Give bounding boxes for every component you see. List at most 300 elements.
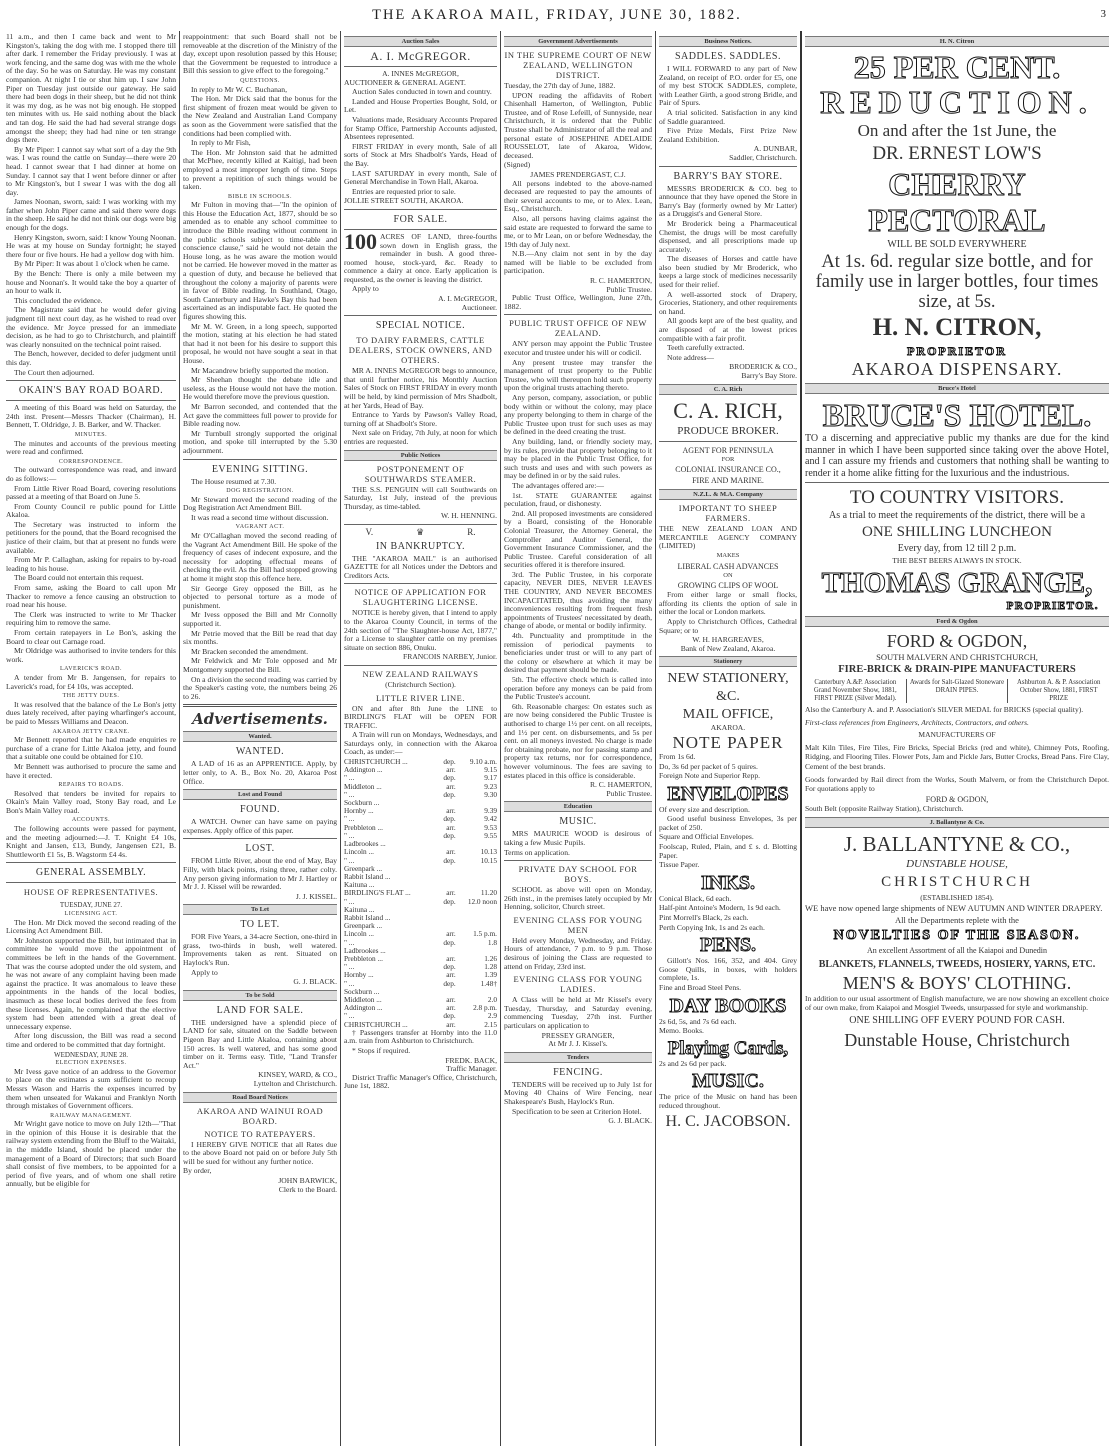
- category-tag: To be Sold: [183, 990, 337, 1001]
- award-3: Ashburton A. & P. Association October Show, 1881, FIRST PRIZE: [1016, 679, 1101, 702]
- arr-dep-cell: [438, 914, 455, 922]
- category-tag: Lost and Found: [183, 789, 337, 800]
- arr-dep-cell: dep.: [443, 773, 456, 783]
- article-text: In reply to Mr Fish,: [191, 138, 251, 148]
- station-cell: " ...: [344, 814, 355, 824]
- column-rule: [340, 31, 341, 1446]
- time-cell: 12.0 noon: [467, 896, 497, 906]
- station-cell: Ladbrookes ...: [344, 839, 386, 849]
- article-text: After long discussion, the Bill was read a second time and ordered to be committed that day fortnight.: [6, 1031, 176, 1049]
- subheading: RAILWAY MANAGEMENT.: [50, 1112, 132, 1119]
- ad-text: The diseases of Horses and cattle have also been studied by Mr Broderick, who keeps a large stock of medicines necessarily used for their relief.: [659, 254, 797, 290]
- ad-heading: H. C. JACOBSON.: [665, 1112, 791, 1130]
- subheading: VAGRANT ACT.: [235, 524, 285, 531]
- time-cell: 9.15: [484, 765, 497, 775]
- signature: Traffic Manager.: [445, 1064, 497, 1074]
- ad-heading: LIBERAL CASH ADVANCES: [677, 561, 779, 571]
- ad-heading: IN BANKRUPTCY.: [375, 540, 466, 552]
- ad-text: Public Trust Office, Wellington, June 27th, 1882.: [504, 293, 652, 311]
- column-rule: [800, 31, 802, 1446]
- ad-text: 5th. The effective check which is called into operation before any moneys can be paid from the Public Trustee's account.: [504, 675, 652, 702]
- arr-dep-cell: arr.: [446, 929, 456, 939]
- ad-text: 2nd. All proposed investments are considered by a Board, consisting of the Honorable Colonial Treasurer, the Attorney General, the Comptroller and Auditor General, the Government Insurance Commissioner, and the Public Trustee. Careful consideration of all securities offered it is therefore insured.: [504, 508, 652, 570]
- ad-text: N.B.—Any claim not sent in by the day named will be liable to be excluded from participation.: [504, 249, 652, 276]
- timetable-row: [344, 848, 497, 856]
- divider: [183, 459, 337, 460]
- station-cell: Sockburn ...: [344, 986, 380, 996]
- ad-heading: ONE SHILLING OFF EVERY POUND FOR CASH.: [849, 1014, 1065, 1026]
- subheading: LAVERICK'S ROAD.: [60, 666, 122, 673]
- ad-text: Perth Copying Ink, 1s and 2s each.: [659, 922, 765, 932]
- ad-heading: J. BALLANTYNE & CO.,: [843, 831, 1071, 856]
- ad-heading: PROPRIETOR: [907, 344, 1007, 358]
- ad-heading: PRODUCE BROKER.: [677, 424, 779, 437]
- article-text: From same, asking the Board to call upon Mr Thacker to remove a fence causing an obstruction to road near his house.: [6, 583, 176, 610]
- station-cell: " ...: [344, 855, 355, 865]
- ad-text: Do, 3s 6d per packet of 5 quires.: [659, 761, 758, 771]
- time-cell: 9.23: [484, 781, 497, 791]
- ad-text: Any present trustee may transfer the management of trust property to the Public Trustee, who will thereupon hold such property upon the original trusts attaching thereto.: [504, 357, 652, 393]
- article-text: A tender from Mr B. Jangensen, for repairs to Laverick's road, for £4 10s, was accepted.: [6, 672, 176, 691]
- category-tag: Stationery: [659, 656, 797, 667]
- ad-heading: MAIL OFFICE,: [682, 707, 774, 723]
- time-cell: [456, 906, 497, 914]
- time-cell: 10.13: [480, 847, 497, 857]
- arr-dep-cell: arr.: [446, 953, 456, 963]
- ad-text: LAST SATURDAY in every month, Sale of General Merchandise in Town Hall, Akaroa.: [344, 168, 497, 187]
- time-cell: 9.39: [484, 806, 497, 816]
- ad-text: All persons indebted to the above-named deceased are requested to pay the amounts of their several accounts to me, or to Alex. Lean, Esq., Christchurch.: [504, 178, 652, 214]
- subheading: ELECTION EXPENSES.: [55, 1060, 127, 1067]
- category-tag: To Let: [183, 904, 337, 915]
- ad-text: Apply to: [352, 284, 379, 294]
- column-1: [6, 33, 176, 1444]
- arr-dep-cell: arr.: [446, 822, 456, 832]
- time-cell: 2.0: [487, 994, 497, 1004]
- station-cell: Kaituna ...: [344, 904, 375, 914]
- ad-heading: DR. ERNEST LOW'S: [872, 143, 1042, 164]
- time-cell: 10.15: [480, 855, 497, 865]
- ad-text: 2s and 2s 6d per pack.: [659, 1058, 727, 1068]
- article-text: Henry Kingston, sworn, said: I know Young Noonan. He was at my house on Sunday fortnight; he stayed there four or five hours. He had a yellow dog with him.: [6, 232, 176, 259]
- advertisements-heading: Advertisements.: [192, 710, 328, 729]
- signature: KINSEY, WARD, & CO.,: [258, 1070, 337, 1080]
- divider: [344, 524, 497, 525]
- ad-text: MESSRS BRODERICK & CO. beg to announce that they have opened the Store in Barry's Bay (formerly owned by Mr Latter) as a Druggist's and General Store.: [659, 183, 797, 219]
- article-text: Mr Feldwick and Mr Tole opposed and Mr Montgomery supported the Bill.: [183, 656, 337, 674]
- article-text: Mr Fulton in moving that—"In the opinion of this House the Education Act, 1877, should be so amended as to enable any school committee to introduce the Bible reading without comment in the public schools subject to time-table and conscience clause," said he would not detain the House long, as he was aware the motion would not be carried. He however moved in the matter as a question of duty, and because he believed that throughout the colony a majority of parents were in favor of Bible reading. In Southland, Otago, South Canterbury and Hawke's Bay this had been ascertained as an indisputable fact. He quoted the figures showing this.: [183, 200, 337, 321]
- ad-text: All goods kept are of the best quality, and are disposed of at the lowest prices compatible with a fair profit.: [659, 316, 797, 343]
- ad-text: Entrance to Yards by Pawson's Valley Road, turning off at Shadbolt's Store.: [344, 410, 497, 428]
- ad-text: SOUTH MALVERN AND CHRISTCHURCH,: [876, 652, 1038, 662]
- arr-dep-cell: arr.: [446, 781, 456, 791]
- article-text: Mr Steward moved the second reading of the Dog Registration Act Amendment Bill.: [183, 494, 337, 513]
- masthead-title: THE AKAROA MAIL, FRIDAY, JUNE 30, 1882.: [372, 7, 742, 23]
- ad-heading: IMPORTANT TO SHEEP FARMERS.: [678, 503, 778, 524]
- ad-heading: H. N. CITRON,: [872, 314, 1042, 341]
- article-text: From certain ratepayers in Le Bon's, asking the Board to clear out Carnage road.: [6, 628, 176, 646]
- emblem-r: R.: [467, 526, 476, 537]
- signature: PRESSEY GRANGER,: [541, 1030, 615, 1040]
- article-text: In reply to Mr W. C. Buchanan,: [191, 84, 287, 94]
- ad-heading: TO COUNTRY VISITORS.: [849, 487, 1065, 508]
- ad-text: By order,: [183, 1166, 212, 1176]
- page-number: 3: [1100, 8, 1106, 20]
- crown-icon: ♛: [416, 526, 425, 537]
- subheading: CORRESPONDENCE.: [58, 458, 124, 465]
- station-cell: Sockburn ...: [344, 798, 380, 808]
- ad-text: Any person, company, association, or public body within or without the colony, may place any property belonging to them in charge of the Public Trustee upon trust for such uses as may be defined in the deed creating the trust.: [504, 393, 652, 437]
- article-text: By the Bench: There is only a mile between my house and Noonan's. It would take the boy a quarter of an hour to walk it.: [6, 269, 176, 296]
- station-cell: Middleton ...: [344, 781, 382, 791]
- ad-heading: ENVELOPES: [667, 782, 789, 805]
- time-cell: 2.8 p.m.: [473, 1003, 497, 1013]
- article-text: From County Council re public pound for Little Akaloa.: [6, 501, 176, 520]
- ad-text: ANY person may appoint the Public Trustee executor and trustee under his will or codicil.: [504, 339, 652, 358]
- ad-heading: PUBLIC TRUST OFFICE OF NEW ZEALAND.: [509, 318, 647, 339]
- column-3: [344, 33, 497, 1444]
- station-cell: " ...: [344, 1011, 355, 1021]
- station-cell: Prebbleton ...: [344, 822, 383, 832]
- station-cell: Hornby ...: [344, 806, 374, 816]
- ad-heading: ONE SHILLING LUNCHEON: [862, 524, 1052, 540]
- article-text: Mr Bennett reported that he had made enquiries re purchase of a crane for Little Akaloa jetty, and found that a suitable one could be obtained for £10.: [6, 735, 176, 762]
- ad-text: Also, all persons having claims against the said estate are requested to forward the same to me, or to Mr Lean, on or before Wednesday, the 19th day of July next.: [504, 213, 652, 249]
- article-text: Mr M. W. Green, in a long speech, supported the motion, stating at his election he had stated that had it not been for his desire to support this proposal, he would not have sought a seat in that House.: [183, 321, 337, 365]
- divider: [805, 482, 1109, 483]
- station-cell: Addington ...: [344, 1003, 383, 1013]
- time-cell: 2.15: [484, 1019, 497, 1029]
- station-cell: " ...: [344, 962, 355, 972]
- ad-heading: FORD & OGDON,: [886, 631, 1028, 651]
- ad-text: The price of the Music on hand has been reduced throughout.: [659, 1092, 797, 1110]
- section-heading: HOUSE OF REPRESENTATIVES.: [23, 887, 159, 898]
- ad-heading: BARRY'S BAY STORE.: [673, 170, 783, 182]
- station-cell: Middleton ...: [344, 994, 382, 1004]
- ad-text: Any building, land, or friendly society may, by its rules, provide that property belonging to it may be placed in the Public Trust Office, for such trusts and uses and with such powers as may be defined in or by the said rules.: [504, 436, 652, 481]
- signature: W. H. HENNING.: [440, 511, 497, 521]
- ad-heading: DAY BOOKS: [669, 994, 787, 1017]
- railway-timetable: [344, 758, 497, 1029]
- station-cell: Addington ...: [344, 765, 383, 775]
- signature: R. C. HAMERTON,: [589, 780, 652, 790]
- ad-text: Every day, from 12 till 2 p.m.: [897, 543, 1017, 554]
- subheading: QUESTIONS.: [240, 77, 280, 84]
- arr-dep-cell: dep.: [443, 814, 456, 824]
- station-cell: Kaituna ...: [344, 880, 375, 890]
- ad-heading: TO LET.: [240, 919, 280, 931]
- article-text: The following accounts were passed for payment, and the meeting adjourned:—J. T. Knight £4 10s, Knight and Jansen, £13, Bundy, Jangensen £21, B. Shuttleworth £1 5s, B. Wagstorm £4 4s.: [6, 824, 176, 859]
- signature: FORD & OGDON,: [925, 794, 989, 804]
- column-2: [183, 33, 337, 1444]
- ad-heading: FENCING.: [553, 1066, 603, 1078]
- article-text: Mr Wright gave notice to move on July 12th—"That in the opinion of this House it is desirable that the railway system extending from the Bluff to the Waitaki, in the middle Island, should be placed under the management of a Board of Directors; that such Board shall consist of five members, to be appointed for a period of five years, and of whom one shall retire annually, but be eligible for: [6, 1119, 176, 1189]
- divider: [183, 704, 337, 707]
- arr-dep-cell: dep.: [443, 830, 456, 840]
- ad-text: The advantages offered are:—: [512, 480, 604, 490]
- ad-text: Fine and Broad Steel Pens.: [659, 983, 742, 992]
- ad-text: Conical Black, 6d each.: [659, 893, 732, 903]
- ad-text: Note address—: [667, 352, 715, 362]
- arr-dep-cell: dep.: [443, 937, 456, 947]
- signature: R. C. HAMERTON,: [589, 276, 652, 286]
- article-text: The Clerk was instructed to write to Mr Thacker requiring him to remove the same.: [6, 609, 176, 628]
- time-cell: 9.10 a.m.: [469, 757, 497, 767]
- ad-heading: FOR SALE.: [393, 213, 448, 225]
- signature: FREDK. BACK,: [445, 1055, 497, 1065]
- category-tag: N.Z.L. & M.A. Company: [659, 489, 797, 500]
- ad-text: 3rd. The Public Trustee, in his corporate capacity, NEVER DIES, NEVER LEAVES THE COUNTRY, AND NEVER BECOMES INCAPACITATED, thus avoiding the many inconveniences resulting from frequent fresh appointments of Trustees' necessitated by death, change of abode, or mental or bodily infirmity.: [504, 569, 652, 631]
- ad-heading: INKS.: [701, 871, 755, 894]
- divider: [344, 209, 497, 210]
- ad-text: THE undersigned have a splendid piece of LAND for sale, situated on the Saddle between Pigeon Bay and Little Akaloa, containing about 150 acres. Is well watered, and has some good timber on it. Terms easy. Title, "Land Transfer Act.": [183, 1017, 337, 1070]
- ad-text: A WATCH. Owner can have same on paying expenses. Apply office of this paper.: [183, 817, 337, 835]
- ad-heading: AKAROA.: [710, 723, 746, 733]
- subheading: DOG REGISTRATION.: [226, 488, 294, 495]
- article-text: A meeting of this Board was held on Saturday, the 24th inst. Present—Messrs Thacker (Chairman), H. Bennett, T. Oldridge, J. B. Barker, and W. Thacker.: [6, 403, 176, 430]
- ad-heading: A. INNES McGREGOR,: [382, 69, 459, 78]
- ad-text: TENDERS will be received up to July 1st for Moving 40 Chains of Wire Fencing, near Shakespeare's Bush, Haylock's Run.: [504, 1079, 652, 1106]
- article-text: Mr Oldridge was authorised to invite tenders for this work.: [6, 646, 176, 664]
- divider: [183, 838, 337, 839]
- divider: [6, 380, 176, 381]
- section-heading: OKAIN'S BAY ROAD BOARD.: [18, 385, 164, 397]
- station-cell: Lincoln ...: [344, 929, 374, 939]
- article-text: Resolved that tenders be invited for repairs to Okain's Main Valley road, Stony Bay road, and Le Bon's Main Valley road.: [6, 788, 176, 815]
- time-cell: 9.55: [484, 830, 497, 840]
- article-text: The Hon. Mr Johnston said that he admitted that McPhee, recently killed at Kaitigi, had been employed a most improper length of time. Steps to prevent a repitition of such things would be taken.: [183, 147, 337, 192]
- article-text: By Mr Piper: I cannot say what sort of a day the 9th was. I was round the cattle on Sunday—there were 20 head. I cannot swear that I had dinner at home on Sunday. I cannot say that I went before dinner or after to Mr Kingston's, but I swear I was with the dog all day.: [6, 144, 176, 197]
- column-5: [659, 33, 797, 1444]
- ad-heading: LOST.: [245, 843, 275, 855]
- ad-text: Terms on application.: [504, 847, 570, 857]
- station-cell: Hornby ...: [344, 970, 374, 980]
- ad-heading: SPECIAL NOTICE.: [375, 320, 466, 332]
- signature: W. H. HARGREAVES,: [692, 635, 764, 645]
- ad-text: 2s 6d, 5s, and 7s 6d each.: [659, 1016, 737, 1026]
- signature: Saddler, Christchurch.: [729, 152, 797, 162]
- article-text: Mr Petrie moved that the Bill be read that day six months.: [183, 628, 337, 647]
- ad-text: Tissue Paper.: [659, 860, 700, 870]
- ad-heading: MAKES: [716, 551, 740, 559]
- ad-heading: 25 PER CENT.: [853, 49, 1061, 85]
- article-text: Mr Ivess gave notice of an address to the Governor to place on the estimates a sum sufficient to recoup Messrs Wason and Harris the expenses incurred by them when unseated for Wakanui and Franklyn North through mistakes of Government officers.: [6, 1066, 176, 1111]
- ad-text: Teeth carefully extracted.: [667, 343, 745, 353]
- column-rule: [500, 31, 501, 1446]
- ad-text: First-class references from Engineers, Architects, Contractors, and others.: [805, 717, 1029, 727]
- vr-emblem: [344, 528, 497, 537]
- time-cell: [456, 865, 497, 873]
- ad-heading: MUSIC.: [692, 1070, 764, 1093]
- time-cell: 9.30: [484, 789, 497, 799]
- station-cell: " ...: [344, 773, 355, 783]
- ad-text: FROM Little River, about the end of May, Bay Filly, with black points, rising three, rather colty. Any person giving information to Mr J. Hartley or Mr J. J. Kissel will be rewarded.: [183, 856, 337, 892]
- category-tag: Ford & Ogdon: [805, 616, 1109, 627]
- ad-text: I WILL FORWARD to any part of New Zealand, on receipt of P.O. order for £5, one of my best STOCK SADDLES, complete, with Leather Girth, a good strong Bridle, and Pair of Spurs.: [659, 64, 797, 108]
- ad-text: NOTICE is hereby given, that I intend to apply to the Akaroa County Council, in terms of the 24th section of "The Slaughter-house Act, 1877," for a License to slaughter cattle on my premises situate on section 886, Onuku.: [344, 608, 497, 652]
- ad-text: TO a discerning and appreciative public my thanks are due for the kind manner in which I have been supported since taking over the above Hotel, and I can assure my friends and customers that nothing shall be wanting to render it a home alike fitting for the luxurious and the industrious.: [805, 433, 1109, 479]
- arr-dep-cell: [438, 873, 455, 881]
- divider: [344, 66, 497, 67]
- ad-text: MRS MAURICE WOOD is desirous of taking a few Music Pupils.: [504, 829, 652, 847]
- article-text: Mr Bennett was authorised to procure the same and have it erected.: [6, 761, 176, 780]
- article-text: It was read a second time without discussion.: [191, 512, 329, 522]
- ad-text: ACRES OF LAND, three-fourths sown down in English grass, the remainder in bush. A good three-roomed house, stock-yard, &c. Ready to commence a dairy at once. Early application is requested, as the owner is leaving the district.: [344, 231, 497, 284]
- category-tag: Road Board Notices: [183, 1092, 337, 1103]
- signature: Public Trustee.: [606, 284, 652, 294]
- category-tag: Wanted.: [183, 731, 337, 742]
- category-tag: Bruce's Hotel: [805, 383, 1109, 394]
- article-text: From Mr P. Callaghan, asking for repairs to by-road leading to his house.: [6, 555, 176, 573]
- ad-text: District Traffic Manager's Office, Christchurch, June 1st, 1882.: [344, 1072, 497, 1091]
- ad-heading: FOUND.: [240, 804, 280, 816]
- ad-text: On and after the 1st June, the: [857, 121, 1057, 140]
- time-cell: 2.9: [487, 1011, 497, 1021]
- article-text: reappointment: that such Board shall not be removeable at the discretion of the Ministry of the day, except upon resolution passed by this House; that the Government be requested to introduce a Bill this session to give effect to the foregoing.": [183, 33, 337, 76]
- ad-text: (ESTABLISHED 1854).: [920, 892, 994, 902]
- ad-heading: NEW ZEALAND RAILWAYS: [362, 668, 479, 679]
- arr-dep-cell: arr.: [446, 1003, 456, 1013]
- ad-text: * Stops if required.: [352, 1045, 411, 1055]
- arr-dep-cell: arr.: [446, 994, 456, 1004]
- ad-text: Valuations made, Residuary Accounts Prepared for Stamp Office, Partnership Accounts adjusted, Absentees represented.: [344, 114, 497, 142]
- time-cell: 1.26: [484, 953, 497, 963]
- ad-text: WILL BE SOLD EVERYWHERE: [887, 239, 1027, 250]
- timetable-row: [344, 1004, 497, 1012]
- article-text: Mr Macandrew briefly supported the motion.: [191, 365, 329, 375]
- time-cell: 9.17: [484, 773, 497, 783]
- ad-text: Auction Sales conducted in town and country.: [352, 87, 492, 97]
- ad-heading: EVENING CLASS FOR YOUNG LADIES.: [513, 974, 643, 995]
- divider: [344, 665, 497, 666]
- article-text: The Magistrate said that he would defer giving judgment till next court day, as he wished to read over the evidence. Mr Joyce pressed for an immediate decision, as he had to go to Christchurch, and plaintiff was clearly nonsuited on the technical point raised.: [6, 305, 176, 349]
- timetable-row: [344, 930, 497, 938]
- ad-heading: EVENING CLASS FOR YOUNG MEN: [513, 914, 643, 935]
- ad-heading: NEW STATIONERY, &C.: [667, 671, 789, 705]
- ad-text: Of every size and description.: [659, 804, 750, 814]
- ad-heading: LITTLE RIVER LINE.: [375, 692, 466, 703]
- station-cell: Lincoln ...: [344, 847, 374, 857]
- article-text: The House resumed at 7.30.: [191, 476, 277, 486]
- ad-heading: MANUFACTURERS OF: [918, 730, 996, 740]
- timetable-row: [344, 783, 497, 791]
- signature: At Mr J. J. Kissel's.: [548, 1039, 608, 1049]
- ad-text: Good useful business Envelopes, 3s per packet of 250.: [659, 814, 797, 832]
- ad-text: FIRST FRIDAY in every month, Sale of all sorts of Stock at Mrs Shadbolt's Yards, Head of the Bay.: [344, 141, 497, 168]
- ad-heading: PRIVATE DAY SCHOOL FOR BOYS.: [518, 864, 638, 885]
- ad-text: AUCTIONEER & GENERAL AGENT.: [344, 77, 466, 87]
- signature: FRANCOIS NARBEY, Junior.: [403, 652, 497, 662]
- ad-text: Foreign Note and Superior Repp.: [659, 771, 761, 781]
- award-1: Canterbury A.&P. Association Grand November Show, 1881, FIRST PRIZE (Silver Medal).: [813, 679, 897, 702]
- article-text: The Court then adjourned.: [14, 367, 95, 377]
- article-text: The Bench, however, decided to defer judgment until this day.: [6, 349, 176, 367]
- divider: [6, 400, 176, 401]
- ad-text: Also the Canterbury A. and P. Association's SILVER MEDAL for BRICKS (special quality).: [805, 705, 1084, 714]
- article-text: Mr Bracken seconded the amendment.: [191, 646, 309, 656]
- award-2: Awards for Salt-Glazed Stoneware DRAIN PIPES.: [906, 679, 1009, 703]
- station-cell: " ...: [344, 937, 355, 947]
- timetable-row: [344, 824, 497, 832]
- timetable-row: [344, 971, 497, 979]
- divider: [659, 441, 797, 442]
- article-text: The minutes and accounts of the previous meeting were read and confirmed.: [6, 438, 176, 457]
- category-tag: Tenders: [504, 1052, 652, 1063]
- station-cell: " ...: [344, 789, 355, 799]
- signature: Auctioneer.: [461, 302, 497, 312]
- subheading: ACCOUNTS.: [71, 817, 111, 824]
- ad-text: Landed and House Properties Bought, Sold, or Let.: [344, 96, 497, 115]
- ad-heading: C. A. RICH,: [673, 397, 783, 423]
- ad-heading: LAND FOR SALE.: [216, 1004, 304, 1016]
- section-heading: EVENING SITTING.: [211, 463, 309, 475]
- article-text: On a division the second reading was carried by the Speaker's casting vote, the numbers being 26 to 26.: [183, 674, 337, 701]
- section-heading: GENERAL ASSEMBLY.: [35, 867, 147, 879]
- date-line: TUESDAY, JUNE 27.: [59, 901, 123, 910]
- time-cell: [456, 914, 497, 922]
- ad-text: Goods forwarded by Rail direct from the Works, South Malvern, or from the Christchurch Depot. For quotations apply to: [805, 774, 1109, 794]
- ad-heading: PENS.: [699, 934, 757, 957]
- ad-text: Memo. Books.: [659, 1026, 704, 1036]
- divider: [344, 315, 497, 316]
- article-text: The Hon. Mr Dick said that the bonus for the first shipment of frozen meat would be given to the New Zealand and Australian Land Company as soon as the Government were satisfied that the conditions had been complied with.: [183, 94, 337, 138]
- signature: G. J. BLACK.: [293, 977, 337, 987]
- ad-text: 1st. STATE GUARANTEE against peculation, fraud, or dishonesty.: [504, 490, 652, 509]
- signature: JAMES PRENDERGAST, C.J.: [530, 169, 626, 179]
- station-cell: CHRISTCHURCH ...: [344, 757, 408, 767]
- ad-heading: WANTED.: [235, 746, 285, 758]
- station-cell: " ...: [344, 830, 355, 840]
- article-text: The Secretary was instructed to inform the petitioners for the pound, that the Board recognised the justice of their claim, but that at present no funds were available.: [6, 519, 176, 555]
- ad-heading: FOR: [721, 455, 735, 463]
- ad-heading: AKAROA AND WAINUI ROAD BOARD.: [196, 1105, 324, 1126]
- ad-text: † Passengers transfer at Hornby into the 11.0 a.m. train from Ashburton to Christchurch.: [344, 1027, 497, 1046]
- ad-text: THE BEST BEERS ALWAYS IN STOCK.: [892, 556, 1022, 565]
- station-cell: Rabbit Island ...: [344, 871, 391, 881]
- station-cell: Ladbrookes ...: [344, 945, 386, 955]
- timetable-row: [344, 807, 497, 815]
- emblem-v: V.: [365, 526, 374, 537]
- arr-dep-cell: arr.: [446, 765, 456, 775]
- signature: Lyttelton and Christchurch.: [253, 1079, 337, 1088]
- ad-heading: MEN'S & BOYS' CLOTHING.: [842, 972, 1072, 993]
- ad-heading: ON: [723, 571, 733, 579]
- divider: [6, 882, 176, 883]
- arr-dep-cell: dep.: [443, 962, 456, 972]
- ad-heading: NOTE PAPER: [672, 732, 784, 752]
- ad-text: ON and after 8th June the LINE to BIRDLING'S FLAT will be OPEN FOR TRAFFIC.: [344, 703, 497, 730]
- ad-heading: COLONIAL INSURANCE CO.,: [675, 465, 781, 475]
- ad-text: Specification to be seen at Criterion Hotel.: [512, 1106, 642, 1116]
- ad-text: Pint Morrell's Black, 2s each.: [659, 913, 749, 923]
- article-text: By Mr Piper: It was about 1 o'clock when he came.: [14, 259, 170, 269]
- ad-text: A Class will be held at Mr Kissel's every Tuesday, Thursday, and Saturday evening, commencing Tuesday, 27th inst. Further particulars on application to: [504, 995, 652, 1031]
- ad-text: (Signed): [504, 160, 531, 170]
- column-4: [504, 33, 652, 1444]
- ad-text: Square and Official Envelopes.: [659, 832, 754, 842]
- category-tag: Education: [504, 801, 652, 812]
- ad-text: JOLLIE STREET SOUTH, AKAROA.: [344, 196, 464, 206]
- subheading: MINUTES.: [74, 431, 108, 438]
- arr-dep-cell: dep.: [443, 757, 456, 767]
- ad-heading: MUSIC.: [559, 816, 597, 828]
- article-text: From Little River Road Board, covering resolutions passed at a meeting of that Board on June 5.: [6, 483, 176, 502]
- divider: [504, 860, 652, 861]
- time-cell: [456, 873, 497, 881]
- category-tag: Auction Sales: [344, 36, 497, 47]
- ad-text: Entries are requested prior to sale.: [352, 186, 456, 196]
- ad-heading: SADDLES. SADDLES.: [674, 51, 781, 62]
